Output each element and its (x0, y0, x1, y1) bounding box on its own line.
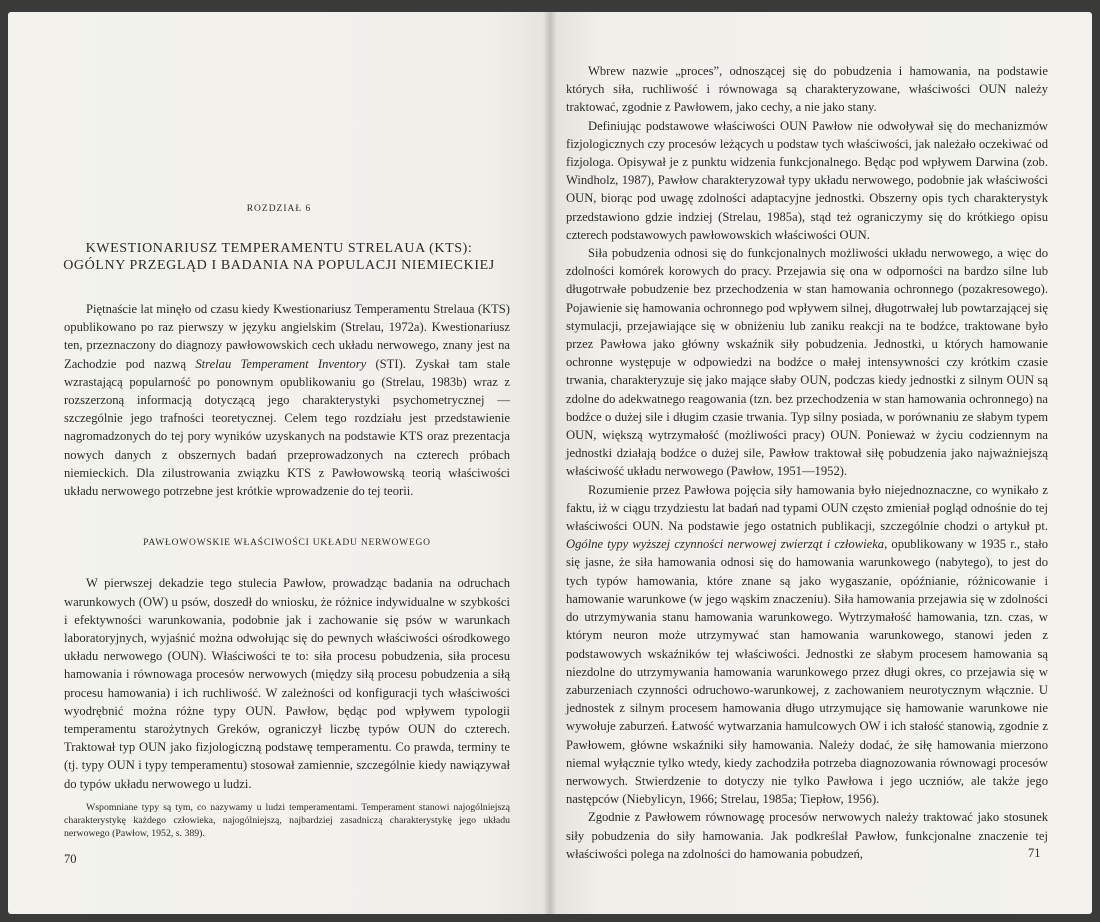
paragraph-1: Wbrew nazwie „proces”, odnoszącej się do pobudzenia i hamowania, na podstawie których siła, ruchliwość i równowaga są charakteryzowane, właściwości OUN należy traktować, zgodnie z Pawłowem, jako cechy, a nie jako stany. (566, 64, 1048, 115)
paragraph-4-text-1: Rozumienie przez Pawłowa pojęcia siły hamowania było niejednoznaczne, co wynikało z faktu, iż w ciągu trzydziestu lat badań nad typami OUN często zmieniał pogląd odnośnie do tej właściwości OUN. Na podstawie jego ostatnich publikacji, szczególnie chodzi o artykuł pt. (566, 482, 1048, 534)
page-number-right: 71 (1028, 846, 1041, 860)
right-page (550, 12, 1092, 914)
intro-text-1: Piętnaście lat minęło od czasu kiedy Kwestionariusz Temperamentu Strelaua (KTS) opublikowano po raz pierwszy w języku angielskim (Strelau, 1972a). Kwestionariusz ten, przeznaczony do diagnozy pawłowowskich cech układu nerwowego, znany jest na Zachodzie pod nazwą (64, 302, 510, 371)
left-page (8, 12, 550, 914)
intro-paragraph (64, 300, 510, 500)
intro-italic-title: Strelau Temperament Inventory (195, 356, 367, 371)
section-heading: PAWŁOWOWSKIE WŁAŚCIWOŚCI UKŁADU NERWOWEGO (143, 538, 431, 549)
chapter-title-line-2: OGÓLNY PRZEGLĄD I BADANIA NA POPULACJI NIEMIECKIEJ (63, 258, 495, 273)
paragraph-4 (566, 481, 1048, 809)
chapter-title (8, 240, 550, 274)
paragraph-5: Zgodnie z Pawłowem równowagę procesów nerwowych należy traktować jako stosunek siły pobudzenia do siły hamowania. Jak podkreślał Pawłow, funkcjonalne znaczenie tej właściwości polega na zdolności do hamowania pobudzeń, (566, 810, 1048, 861)
intro-text-2: (STI). Zyskał tam stale wzrastającą popularność po ponownym opublikowaniu go (Strelau, 1983b) wraz z rozszerzoną informacją dotyczącą jego charakterystyki psychometrycznej — szczególnie jego trafności teoretycznej. Celem tego rozdziału jest przedstawienie nagromadzonych do tej pory wyników uzyskanych na podstawie KTS oraz prezentacja nowych danych z obszernych badań przeprowadzonych na czterech próbach niemieckich. Dla zilustrowania związku KTS z Pawłowowską teorią właściwości układu nerwowego potrzebne jest krótkie wprowadzenie do tej teorii. (64, 356, 511, 499)
right-body (566, 62, 1048, 863)
left-body (64, 300, 510, 840)
paragraph-4-text-2: opublikowany w 1935 r., stało się jasne, że siła hamowania odnosi się do hamowania warunkowego (nabytego), to jest do tych typów hamowania, które znane są jako wygaszanie, opóźnianie, różnicowanie i hamowanie warunkowe (w jego wąskim znaczeniu). Siła hamowania przejawia się w zdolności do utrzymywania stanu hamowania warunkowego. Wytrzymałość hamowania, tzn. czas, w którym neuron może utrzymywać stan hamowania warunkowego, stanowi jeden z podstawowych wskaźników tej właściwości. Jednostki ze słabym procesem hamowania są niezdolne do utrzymywania hamowania warunkowego przez długi okres, co przejawia się w zaburzeniach czynności odruchowo-warunkowej, z zachowaniem neurotycznym włącznie. U jednostek z silnym procesem hamowania długo utrzymujące się hamowanie warunkowe nie wywołuje zaburzeń. Łatwość wytwarzania hamulcowych OW i ich stałość stanowią, zgodnie z Pawłowem, główne wskaźniki siły hamowania. Należy dodać, że siłę hamowania mierzono niemal wyłącznie tylko wtedy, kiedy zachodziła potrzeba diagnozowania równowagi procesów nerwowych. Stwierdzenie to dotyczy nie tylko Pawłowa i jego uczniów, ale także jego następców (Niebylicyn, 1966; Strelau, 1985a; Tiepłow, 1956). (566, 537, 1048, 807)
chapter-label: ROZDZIAŁ 6 (246, 204, 312, 214)
footnote: Wspomniane typy są tym, co nazywamy u ludzi temperamentami. Temperament stanowi najogólniejszą charakterystykę każdego człowieka, najogólniejszą, najbardziej zasadniczą charakterystykę jego układu nerwowego (Pawłow, 1952, s. 389). (64, 801, 510, 839)
page-number-left: 70 (64, 852, 77, 866)
paragraph-3: Siła pobudzenia odnosi się do funkcjonalnych możliwości układu nerwowego, a więc do zdolności komórek korowych do pracy. Przejawia się ona w odporności na bardzo silne lub długotrwałe pobudzenie bez przechodzenia w stan hamowania ochronnego (pozakresowego). Pojawienie się hamowania ochronnego pod wpływem silnej, długotrwałej lub powtarzającej się stymulacji, przejawiające się w obniżeniu lub zaniku reakcji na te bodźce, traktowane było przez Pawłowa jako główny wskaźnik siły pobudzenia. Jednostki, u których hamowanie ochronne występuje w odpowiedzi na bodźce o małej intensywności czy krótkim czasie trwania, charakteryzuje się jako mające słaby OUN, podczas kiedy jednostki z silnym OUN są zdolne do adekwatnego reagowania (tzn. bez przechodzenia w stan hamowania ochronnego) na bodźce o dużej sile i długim czasie trwania. Typ silny posiada, w porównaniu ze słabym typem OUN, większą wytrzymałość (możliwości pracy) OUN. Ponieważ w życiu codziennym na jednostki działają bodźce o dużej sile, Pawłow traktował siłę pobudzenia jako najważniejszą właściwość układu nerwowego (Pawłow, 1951—1952). (566, 246, 1048, 479)
chapter-title-line-1: KWESTIONARIUSZ TEMPERAMENTU STRELAUA (KTS): (85, 241, 473, 256)
paragraph-2: Definiując podstawowe właściwości OUN Pawłow nie odwoływał się do mechanizmów fizjologicznych czy procesów leżących u podstaw tych właściwości, jak należało oczekiwać od fizjologa. Opisywał je z punktu widzenia funkcjonalnego. Będąc pod wpływem Darwina (zob. Windholz, 1987), Pawłow charakteryzował typy układu nerwowego, podobnie jak właściwości OUN, biorąc pod uwagę zdolności adaptacyjne jednostki. Obszerny opis tych charakterystyk przedstawiono gdzie indziej (Strelau, 1985a), stąd też ograniczymy się do krótkiego opisu czterech podstawowych pawłowowskich właściwości OUN. (566, 118, 1048, 242)
section-paragraph: W pierwszej dekadzie tego stulecia Pawłow, prowadząc badania na odruchach warunkowych (OW) u psów, doszedł do wniosku, że różnice indywidualne w szybkości i efektywności warunkowania, podobnie jak i zachowanie się psów w warunkach laboratoryjnych, wyjaśnić można odwołując się do pewnych właściwości ośrodkowego układu nerwowego (OUN). Właściwości te to: siła procesu pobudzenia, siła procesu hamowania i równowaga procesów nerwowych (między siłą procesu pobudzenia a siłą procesu hamowania) i ich ruchliwość. W zależności od konfiguracji tych właściwości wyodrębnić można różne typy OUN. Pawłow, będąc pod wpływem typologii temperamentu starożytnych Greków, ograniczył liczbę typów OUN do czterech. Traktował typ OUN jako fizjologiczną podstawę temperamentu. Co prawda, terminy te (tj. typy OUN i typy temperamentu) stosował zamiennie, szczególnie kiedy nawiązywał do typów układu nerwowego u ludzi. (64, 576, 510, 791)
paragraph-4-italic-title: Ogólne typy wyższej czynności nerwowej zwierząt i człowieka, (566, 537, 888, 552)
book-gutter (543, 12, 557, 914)
